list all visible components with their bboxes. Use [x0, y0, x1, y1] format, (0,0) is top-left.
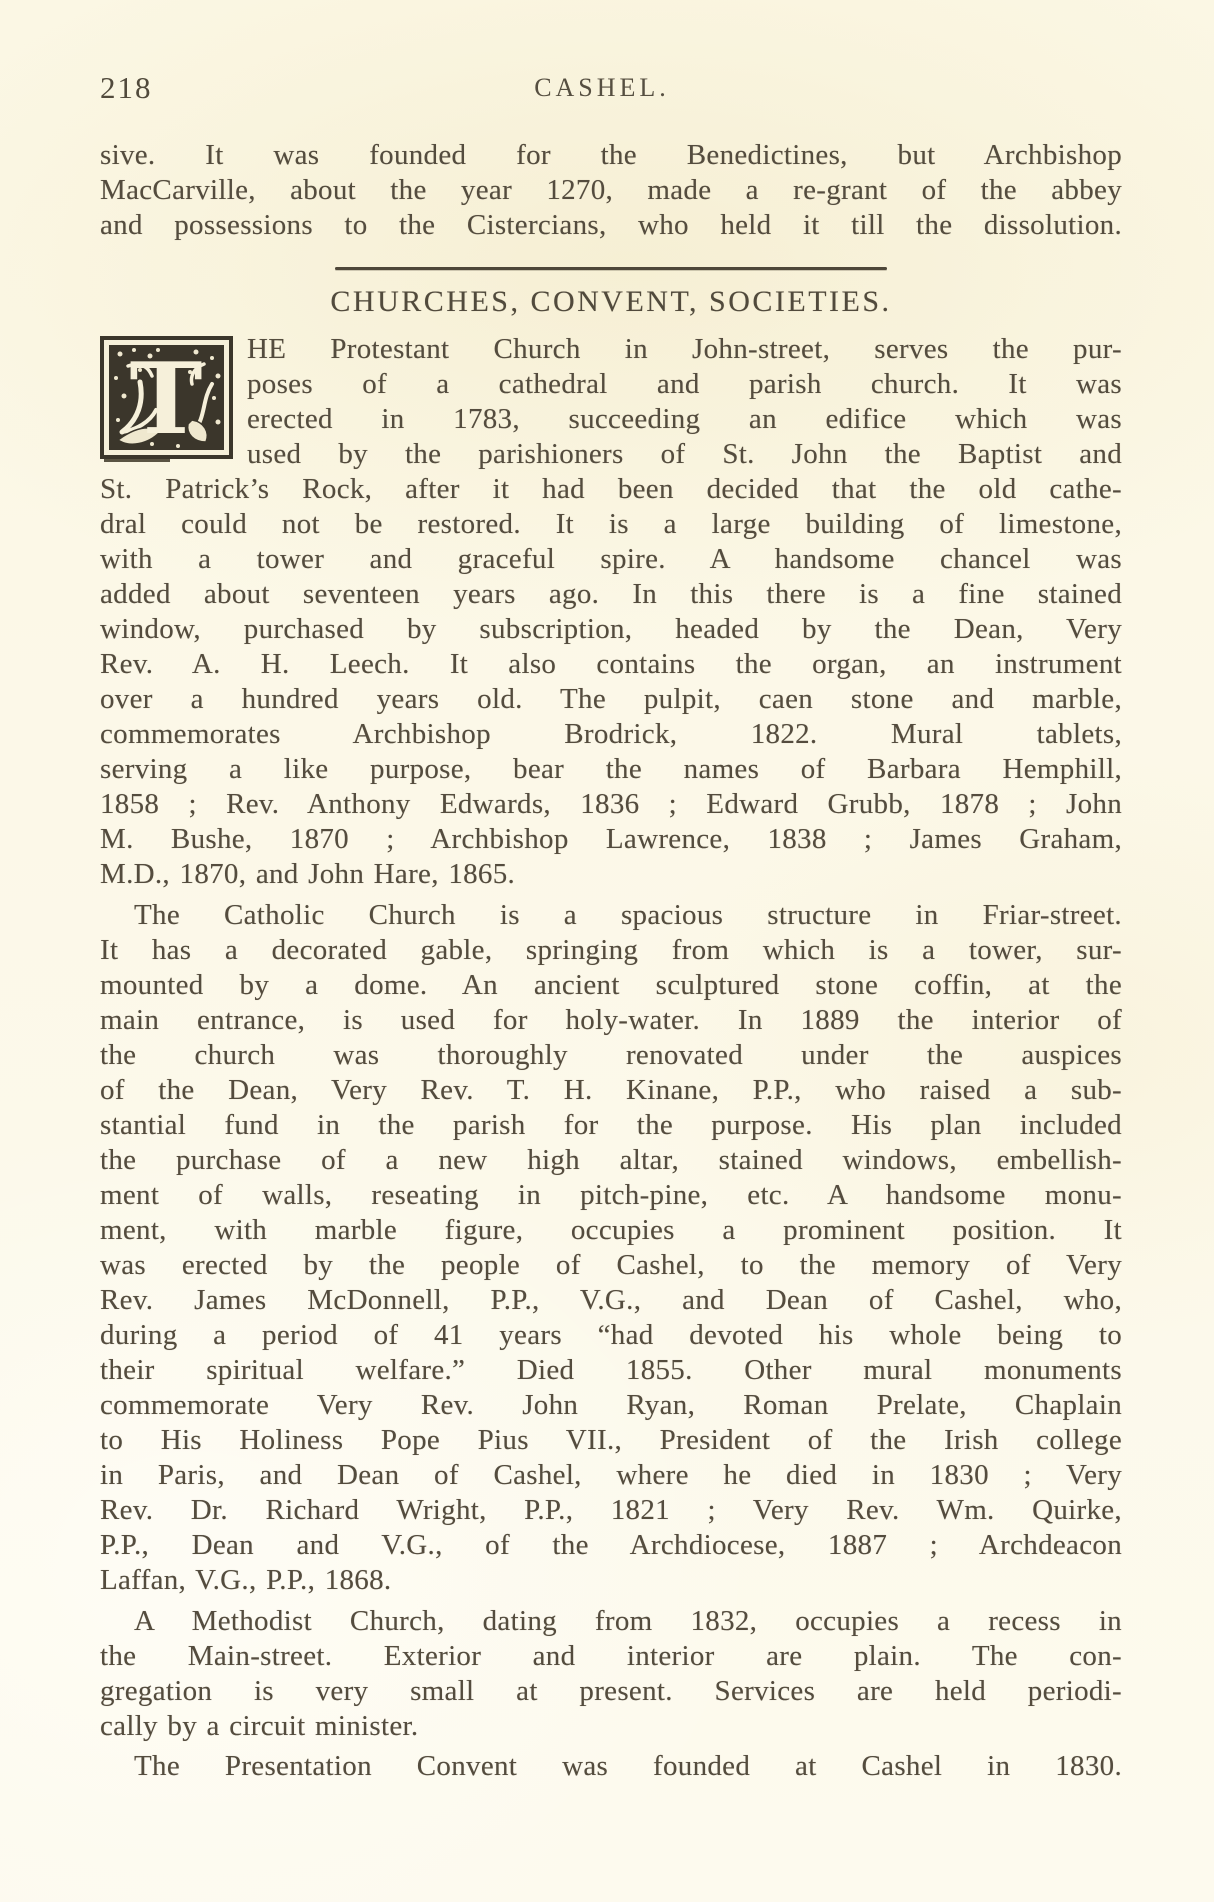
opening-paragraph [100, 138, 1122, 243]
paragraph-methodist-church [100, 1604, 1122, 1744]
text-line: over a hundred years old. The pulpit, caen stone and marble, [100, 683, 1122, 715]
text-line: Laffan, V.G., P.P., 1868. [100, 1564, 392, 1596]
text-line: The Presentation Convent was founded at Cashel in 1830. [134, 1750, 1122, 1782]
text-line: serving a like purpose, bear the names of Barbara Hemphill, [100, 753, 1122, 785]
text-line: the Main-street. Exterior and interior are plain. The con- [100, 1640, 1122, 1672]
text-line: stantial fund in the parish for the purpose. His plan included [100, 1109, 1122, 1141]
text-line: the purchase of a new high altar, stained windows, embellish- [100, 1144, 1122, 1176]
section-divider-rule [335, 267, 887, 270]
text-line: commemorates Archbishop Brodrick, 1822. Mural tablets, [100, 718, 1122, 750]
running-title: CASHEL. [534, 73, 670, 102]
drop-cap-ornament-icon [100, 336, 233, 464]
text-line: 1858 ; Rev. Anthony Edwards, 1836 ; Edward Grubb, 1878 ; John [100, 788, 1122, 820]
text-line: during a period of 41 years “had devoted his whole being to [100, 1319, 1122, 1351]
text-line: commemorate Very Rev. John Ryan, Roman Prelate, Chaplain [100, 1389, 1122, 1421]
text-line: dral could not be restored. It is a large building of limestone, [100, 508, 1122, 540]
text-line: with a tower and graceful spire. A handsome chancel was [100, 543, 1122, 575]
paragraph-text [100, 332, 1122, 892]
text-line: the church was thoroughly renovated under the auspices [100, 1039, 1122, 1071]
text-line: M.D., 1870, and John Hare, 1865. [100, 858, 516, 890]
text-line: HE Protestant Church in John-street, serves the pur- [247, 333, 1122, 365]
text-column [100, 138, 1122, 1784]
text-line: used by the parishioners of St. John the Baptist and [247, 438, 1122, 470]
text-line: MacCarville, about the year 1270, made a re-grant of the abbey [100, 174, 1122, 206]
text-line: poses of a cathedral and parish church. It was [247, 368, 1122, 400]
text-line: gregation is very small at present. Services are held periodi- [100, 1675, 1122, 1707]
paragraph-presentation-convent [100, 1749, 1122, 1784]
text-line: M. Bushe, 1870 ; Archbishop Lawrence, 1838 ; James Graham, [100, 823, 1122, 855]
text-line: added about seventeen years ago. In this there is a fine stained [100, 578, 1122, 610]
text-line: Rev. A. H. Leech. It also contains the organ, an instrument [100, 648, 1122, 680]
text-line: ment of walls, reseating in pitch-pine, etc. A handsome monu- [100, 1179, 1122, 1211]
text-line: A Methodist Church, dating from 1832, occupies a recess in [134, 1605, 1122, 1637]
text-line: main entrance, is used for holy-water. In 1889 the interior of [100, 1004, 1122, 1036]
paragraph-protestant-church [100, 332, 1122, 892]
section-heading: CHURCHES, CONVENT, SOCIETIES. [330, 285, 892, 318]
page-header [100, 70, 1122, 112]
text-line: window, purchased by subscription, headed by the Dean, Very [100, 613, 1122, 645]
paragraph-catholic-church [100, 898, 1122, 1598]
text-line: erected in 1783, succeeding an edifice which was [247, 403, 1122, 435]
text-line: and possessions to the Cistercians, who held it till the dissolution. [100, 209, 1122, 241]
text-line: of the Dean, Very Rev. T. H. Kinane, P.P., who raised a sub- [100, 1074, 1122, 1106]
text-line: their spiritual welfare.” Died 1855. Other mural monuments [100, 1354, 1122, 1386]
text-line: ment, with marble figure, occupies a prominent position. It [100, 1214, 1122, 1246]
text-line: Rev. Dr. Richard Wright, P.P., 1821 ; Very Rev. Wm. Quirke, [100, 1494, 1122, 1526]
text-line: cally by a circuit minister. [100, 1710, 419, 1742]
text-line: sive. It was founded for the Benedictines, but Archbishop [100, 139, 1122, 171]
text-line: was erected by the people of Cashel, to the memory of Very [100, 1249, 1122, 1281]
drop-cap-letter: T [129, 342, 203, 457]
text-line: Rev. James McDonnell, P.P., V.G., and Dean of Cashel, who, [100, 1284, 1122, 1316]
text-line: mounted by a dome. An ancient sculptured stone coffin, at the [100, 969, 1122, 1001]
text-line: in Paris, and Dean of Cashel, where he died in 1830 ; Very [100, 1459, 1122, 1491]
page-number: 218 [100, 70, 153, 105]
text-line: It has a decorated gable, springing from which is a tower, sur- [100, 934, 1122, 966]
text-line: St. Patrick’s Rock, after it had been decided that the old cathe- [100, 473, 1122, 505]
text-line: P.P., Dean and V.G., of the Archdiocese, 1887 ; Archdeacon [100, 1529, 1122, 1561]
text-line: to His Holiness Pope Pius VII., President of the Irish college [100, 1424, 1122, 1456]
text-line: The Catholic Church is a spacious structure in Friar-street. [134, 899, 1122, 931]
